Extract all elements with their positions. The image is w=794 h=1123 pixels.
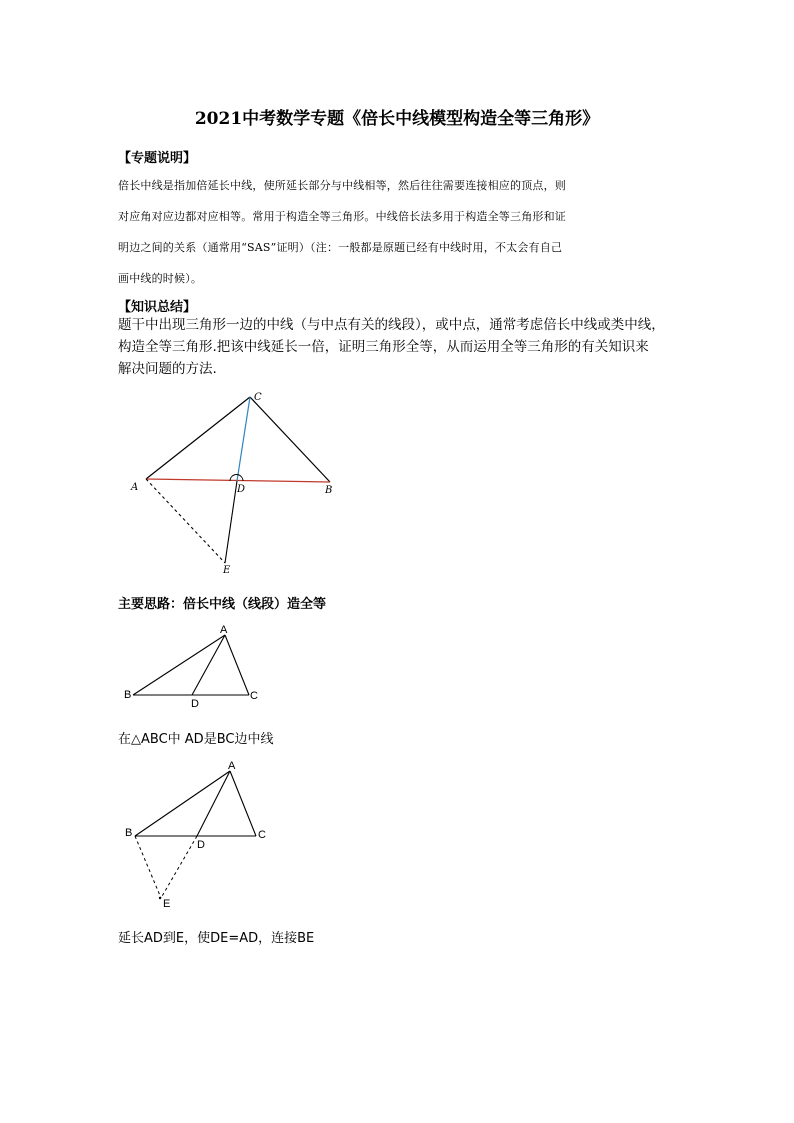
segment-ad bbox=[197, 771, 230, 836]
label-b: B bbox=[325, 485, 333, 496]
segment-de bbox=[225, 481, 237, 563]
main-idea-heading: 主要思路：倍长中线（线段）造全等 bbox=[118, 597, 327, 612]
label-a: A bbox=[228, 760, 236, 772]
point-e-marker bbox=[159, 897, 161, 899]
label-a: A bbox=[131, 482, 139, 493]
summary-line: 题干中出现三角形一边的中线（与中点有关的线段），或中点，通常考虑倍长中线或类中线， bbox=[118, 317, 665, 333]
description-line: 倍长中线是指加倍延长中线，使所延长部分与中线相等，然后往往需要连接相应的顶点，则 bbox=[118, 179, 566, 192]
label-c: C bbox=[250, 690, 258, 702]
label-d: D bbox=[237, 484, 246, 495]
label-a: A bbox=[220, 624, 228, 636]
label-d: D bbox=[191, 698, 199, 710]
segment-de-dashed bbox=[161, 836, 197, 898]
segment-ab bbox=[135, 771, 230, 836]
label-b: B bbox=[124, 689, 132, 701]
segment-ad bbox=[192, 635, 225, 695]
segment-ac bbox=[146, 397, 250, 479]
figure-3-caption: 延长AD到E，使DE=AD，连接BE bbox=[118, 931, 315, 946]
summary-line: 构造全等三角形.把该中线延长一倍，证明三角形全等，从而运用全等三角形的有关知识来 bbox=[118, 339, 649, 355]
segment-cb bbox=[250, 397, 330, 482]
description-line: 画中线的时候）。 bbox=[118, 272, 203, 285]
segment-ac bbox=[225, 635, 249, 695]
segment-ae-dashed bbox=[146, 479, 225, 563]
figure-2-caption: 在△ABC中 AD是BC边中线 bbox=[118, 732, 274, 747]
description-line: 对应角对应边都对应相等。常用于构造全等三角形。中线倍长法多用于构造全等三角形和证 bbox=[118, 210, 566, 223]
section-heading-description: 【专题说明】 bbox=[118, 151, 197, 166]
segment-ac bbox=[230, 771, 256, 836]
label-c: C bbox=[258, 829, 266, 841]
section-heading-summary: 【知识总结】 bbox=[118, 300, 197, 315]
label-b: B bbox=[125, 827, 133, 839]
segment-cd bbox=[237, 397, 250, 481]
description-line: 明边之间的关系（通常用“SAS”证明）（注：一般都是原题已经有中线时用，不太会有自己 bbox=[118, 241, 563, 254]
label-c: C bbox=[254, 392, 262, 403]
summary-line: 解决问题的方法. bbox=[118, 361, 217, 377]
label-e: E bbox=[163, 898, 171, 910]
segment-ab bbox=[146, 479, 330, 482]
label-d: D bbox=[197, 839, 205, 851]
page-title: 2021中考数学专题《倍长中线模型构造全等三角形》 bbox=[194, 109, 600, 129]
label-e: E bbox=[223, 565, 231, 576]
segment-be-dashed bbox=[135, 836, 161, 898]
segment-ab bbox=[133, 635, 225, 695]
